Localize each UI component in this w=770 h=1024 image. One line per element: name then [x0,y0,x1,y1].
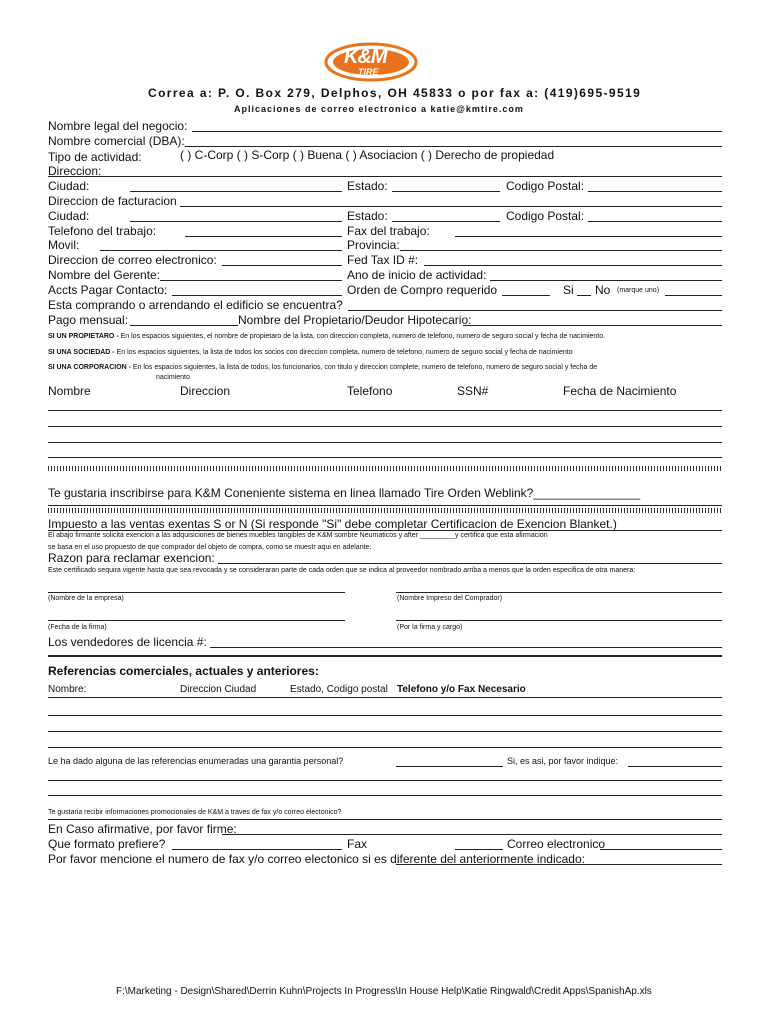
society-label: SI UNA SOCIEDAD - [48,349,117,356]
logo-sub: TIRE [358,67,379,77]
state2-label: Estado: [347,209,388,223]
po-no-field[interactable] [577,295,591,296]
monthly-payment-field[interactable] [130,325,238,326]
buy-rent-label: Esta comprando o arrendando el edificio se encuentra? [48,298,343,312]
billing-address-field[interactable] [180,206,722,207]
work-phone-label: Telefono del trabajo: [48,224,157,238]
promo-question: Te gustaria recibir informaciones promocionales de K&M a traves de fax y/o correo electonico? [48,809,342,816]
weblink-divider [48,505,722,506]
format-email-field[interactable] [600,849,722,850]
city2-label: Ciudad: [48,209,90,223]
ref-col-state: Estado, Codigo postal [290,684,388,695]
po-note-field[interactable] [665,295,722,296]
corp-text-2: nacimiento [156,374,190,381]
format-field[interactable] [172,849,342,850]
sign-title-field[interactable] [396,620,722,621]
buyer-name-caption: (Nombre Impreso del Comprador) [397,595,503,602]
mobile-field[interactable] [100,250,342,251]
format-email[interactable]: Correo electronico [507,837,606,851]
city-field[interactable] [130,191,342,192]
address-label: Direccion: [48,164,102,178]
ap-contact-field[interactable] [172,295,342,296]
guarantee-extra-2[interactable] [48,795,722,796]
mailing-address: Correa a: P. O. Box 279, Delphos, OH 45833 o por fax a: (419)695-9519 [148,86,642,100]
guarantee-question: Le ha dado alguna de las referencias enumeradas una garantia personal? [48,756,344,766]
proprietor-instructions [48,333,605,340]
po-yes-field[interactable] [502,295,550,296]
company-name-caption: (Nombre de la empresa) [48,595,124,602]
guarantee-if-label: Si, es asi, por favor indique: [507,756,619,766]
guarantee-detail-field[interactable] [628,766,722,767]
legal-name-field[interactable] [192,131,722,132]
sign-date-caption: (Fecha de la firma) [48,624,107,631]
start-year-label: Ano de inicio de actividad: [347,268,487,282]
legal-name-label: Nombre legal del negocio: [48,119,188,133]
postal-label: Codigo Postal: [506,179,585,193]
ref-row-3[interactable] [48,747,722,748]
ref-col-phone: Telefono y/o Fax Necesario [397,684,526,695]
format-label: Que formato prefiere? [48,837,166,851]
fed-tax-field[interactable] [424,265,722,266]
format-fax[interactable]: Fax [347,837,368,851]
email-instructions: Aplicaciones de correo electronico a katie@kmtire.com [234,104,524,114]
email-label: Direccion de correo electronico: [48,253,217,267]
owner-row-1[interactable] [48,410,722,411]
alt-contact-label: Por favor mencione el numero de fax y/o correo electonico si es diferente del anteriormente indicado: [48,852,585,866]
fed-tax-label: Fed Tax ID #: [347,253,419,267]
file-path-footer: F:\Marketing - Design\Shared\Derrin Kuhn\Projects In Progress\In House Help\Katie Ringwald\Credit Apps\SpanishAp.xls [116,986,652,997]
proprietor-text: En los espacios siguientes, el nombre de propietaro de la lista, con direccion completa, numero de telefono, numero de seguro social y fecha de nacimiento. [120,333,606,340]
license-label: Los vendedores de licencia #: [48,635,207,649]
postal2-label: Codigo Postal: [506,209,585,223]
mark-one-note: (marque uno) [617,287,660,294]
col-telefono: Telefono [347,384,393,398]
activity-type-label: Tipo de actividad: [48,150,142,164]
license-field[interactable] [210,647,722,648]
references-title: Referencias comerciales, actuales y anteriores: [48,664,319,678]
promo-field[interactable] [48,819,722,820]
city2-field[interactable] [130,221,342,222]
claim-reason-label: Razon para reclamar exencion: [48,551,215,565]
exempt-paragraph-2: se basa en el uso propuesto de que comprador del objeto de compra, como se muestr aqui en adelante: [48,544,372,551]
sign-title-caption: (Por la firma y cargo) [397,624,463,631]
manager-field[interactable] [160,280,342,281]
owner-row-2[interactable] [48,426,722,427]
col-birthdate: Fecha de Nacimiento [563,384,677,398]
certificate-note: Este certificado sequira vigente hasta que sea revocada y se consideraran parte de cada orden que se indica al proveedor nombrado arriba a menos que la orden especifica de otra manera: [48,567,636,574]
section-divider [48,466,722,471]
dba-label: Nombre comercial (DBA): [48,134,185,148]
po-si-label: Si [563,283,574,297]
promo-sign-field[interactable] [222,834,722,835]
guarantee-field[interactable] [396,766,503,767]
km-tire-logo [324,42,418,82]
ref-row-0 [48,697,722,698]
billing-address-label: Direccion de facturacion [48,194,177,208]
corp-instructions [48,364,597,371]
claim-reason-field[interactable] [218,563,722,564]
logo-text: K&M [344,46,387,68]
postal2-field[interactable] [588,221,722,222]
province-field[interactable] [400,250,722,251]
proprietor-label: SI UN PROPIETARO - [48,333,121,340]
po-required-label: Orden de Compro requerido [347,283,498,297]
society-text: En los espacios siguientes, la lista de todos los socios con direccion completa, numero de telefono, numero de seguro social y fecha de nacimiento [116,349,573,356]
tax-divider [48,508,722,513]
sign-date-field[interactable] [48,620,345,621]
work-phone-field[interactable] [185,236,342,237]
buy-rent-field[interactable] [348,310,722,311]
owner-row-3[interactable] [48,442,722,443]
references-divider [48,655,722,657]
mobile-label: Movil: [48,238,80,252]
exempt-paragraph-1: El abajo firmante solicita exencion a las adquisiciones de bienes muebles tangibles de K&M sombre Neumaticos y after _________y certifica que esta afirmacion [48,532,548,539]
col-direccion: Direccion [180,384,231,398]
email-field[interactable] [222,265,342,266]
address-field[interactable] [48,176,722,177]
corp-text: En los espacios siguientes, la lista de todos, los funcionarios, con titulo y direccion complete, numero de telefono, numero de seguro social y fecha de [132,364,598,371]
manager-label: Nombre del Gerente: [48,268,161,282]
tax-exempt-field[interactable] [48,530,722,531]
state2-field[interactable] [392,221,500,222]
monthly-payment-label: Pago mensual: [48,313,129,327]
company-name-field[interactable] [48,592,345,593]
owner-name-field[interactable] [463,325,722,326]
province-label: Provincia: [347,238,400,252]
work-fax-label: Fax del trabajo: [347,224,430,238]
state-label: Estado: [347,179,388,193]
society-instructions [48,349,573,356]
work-fax-field[interactable] [455,236,722,237]
ap-contact-label: Accts Pagar Contacto: [48,283,168,297]
guarantee-extra-1[interactable] [48,780,722,781]
postal-field[interactable] [588,191,722,192]
city-label: Ciudad: [48,179,90,193]
ref-col-name: Nombre: [48,684,87,695]
ref-row-1[interactable] [48,715,722,716]
owner-name-label: Nombre del Propietario/Deudor Hipotecario: [238,313,472,327]
start-year-field[interactable] [490,280,722,281]
promo-sign-label: En Caso afirmative, por favor firme: [48,822,237,836]
po-no-label: No [595,283,611,297]
corp-label: SI UNA CORPORACION - [48,364,133,371]
dba-field[interactable] [185,146,722,147]
activity-options[interactable]: ( ) C-Corp ( ) S-Corp ( ) Buena ( ) Asociacion ( ) Derecho de propiedad [180,148,555,162]
ref-row-2[interactable] [48,731,722,732]
ref-col-city: Direccion Ciudad [180,684,257,695]
state-field[interactable] [392,191,500,192]
col-ssn: SSN# [457,384,489,398]
tax-exempt-question: Impuesto a las ventas exentas S or N (Si responde "Si" debe completar Certificacion de Exencion Blanket.) [48,517,617,531]
alt-contact-field[interactable] [396,864,722,865]
owner-row-4[interactable] [48,457,722,458]
col-nombre: Nombre [48,384,91,398]
buyer-name-field[interactable] [396,592,722,593]
format-fax-field[interactable] [455,849,503,850]
weblink-question[interactable]: Te gustaria inscribirse para K&M Coneniente sistema en linea llamado Tire Orden Weblink?________________ [48,486,641,500]
